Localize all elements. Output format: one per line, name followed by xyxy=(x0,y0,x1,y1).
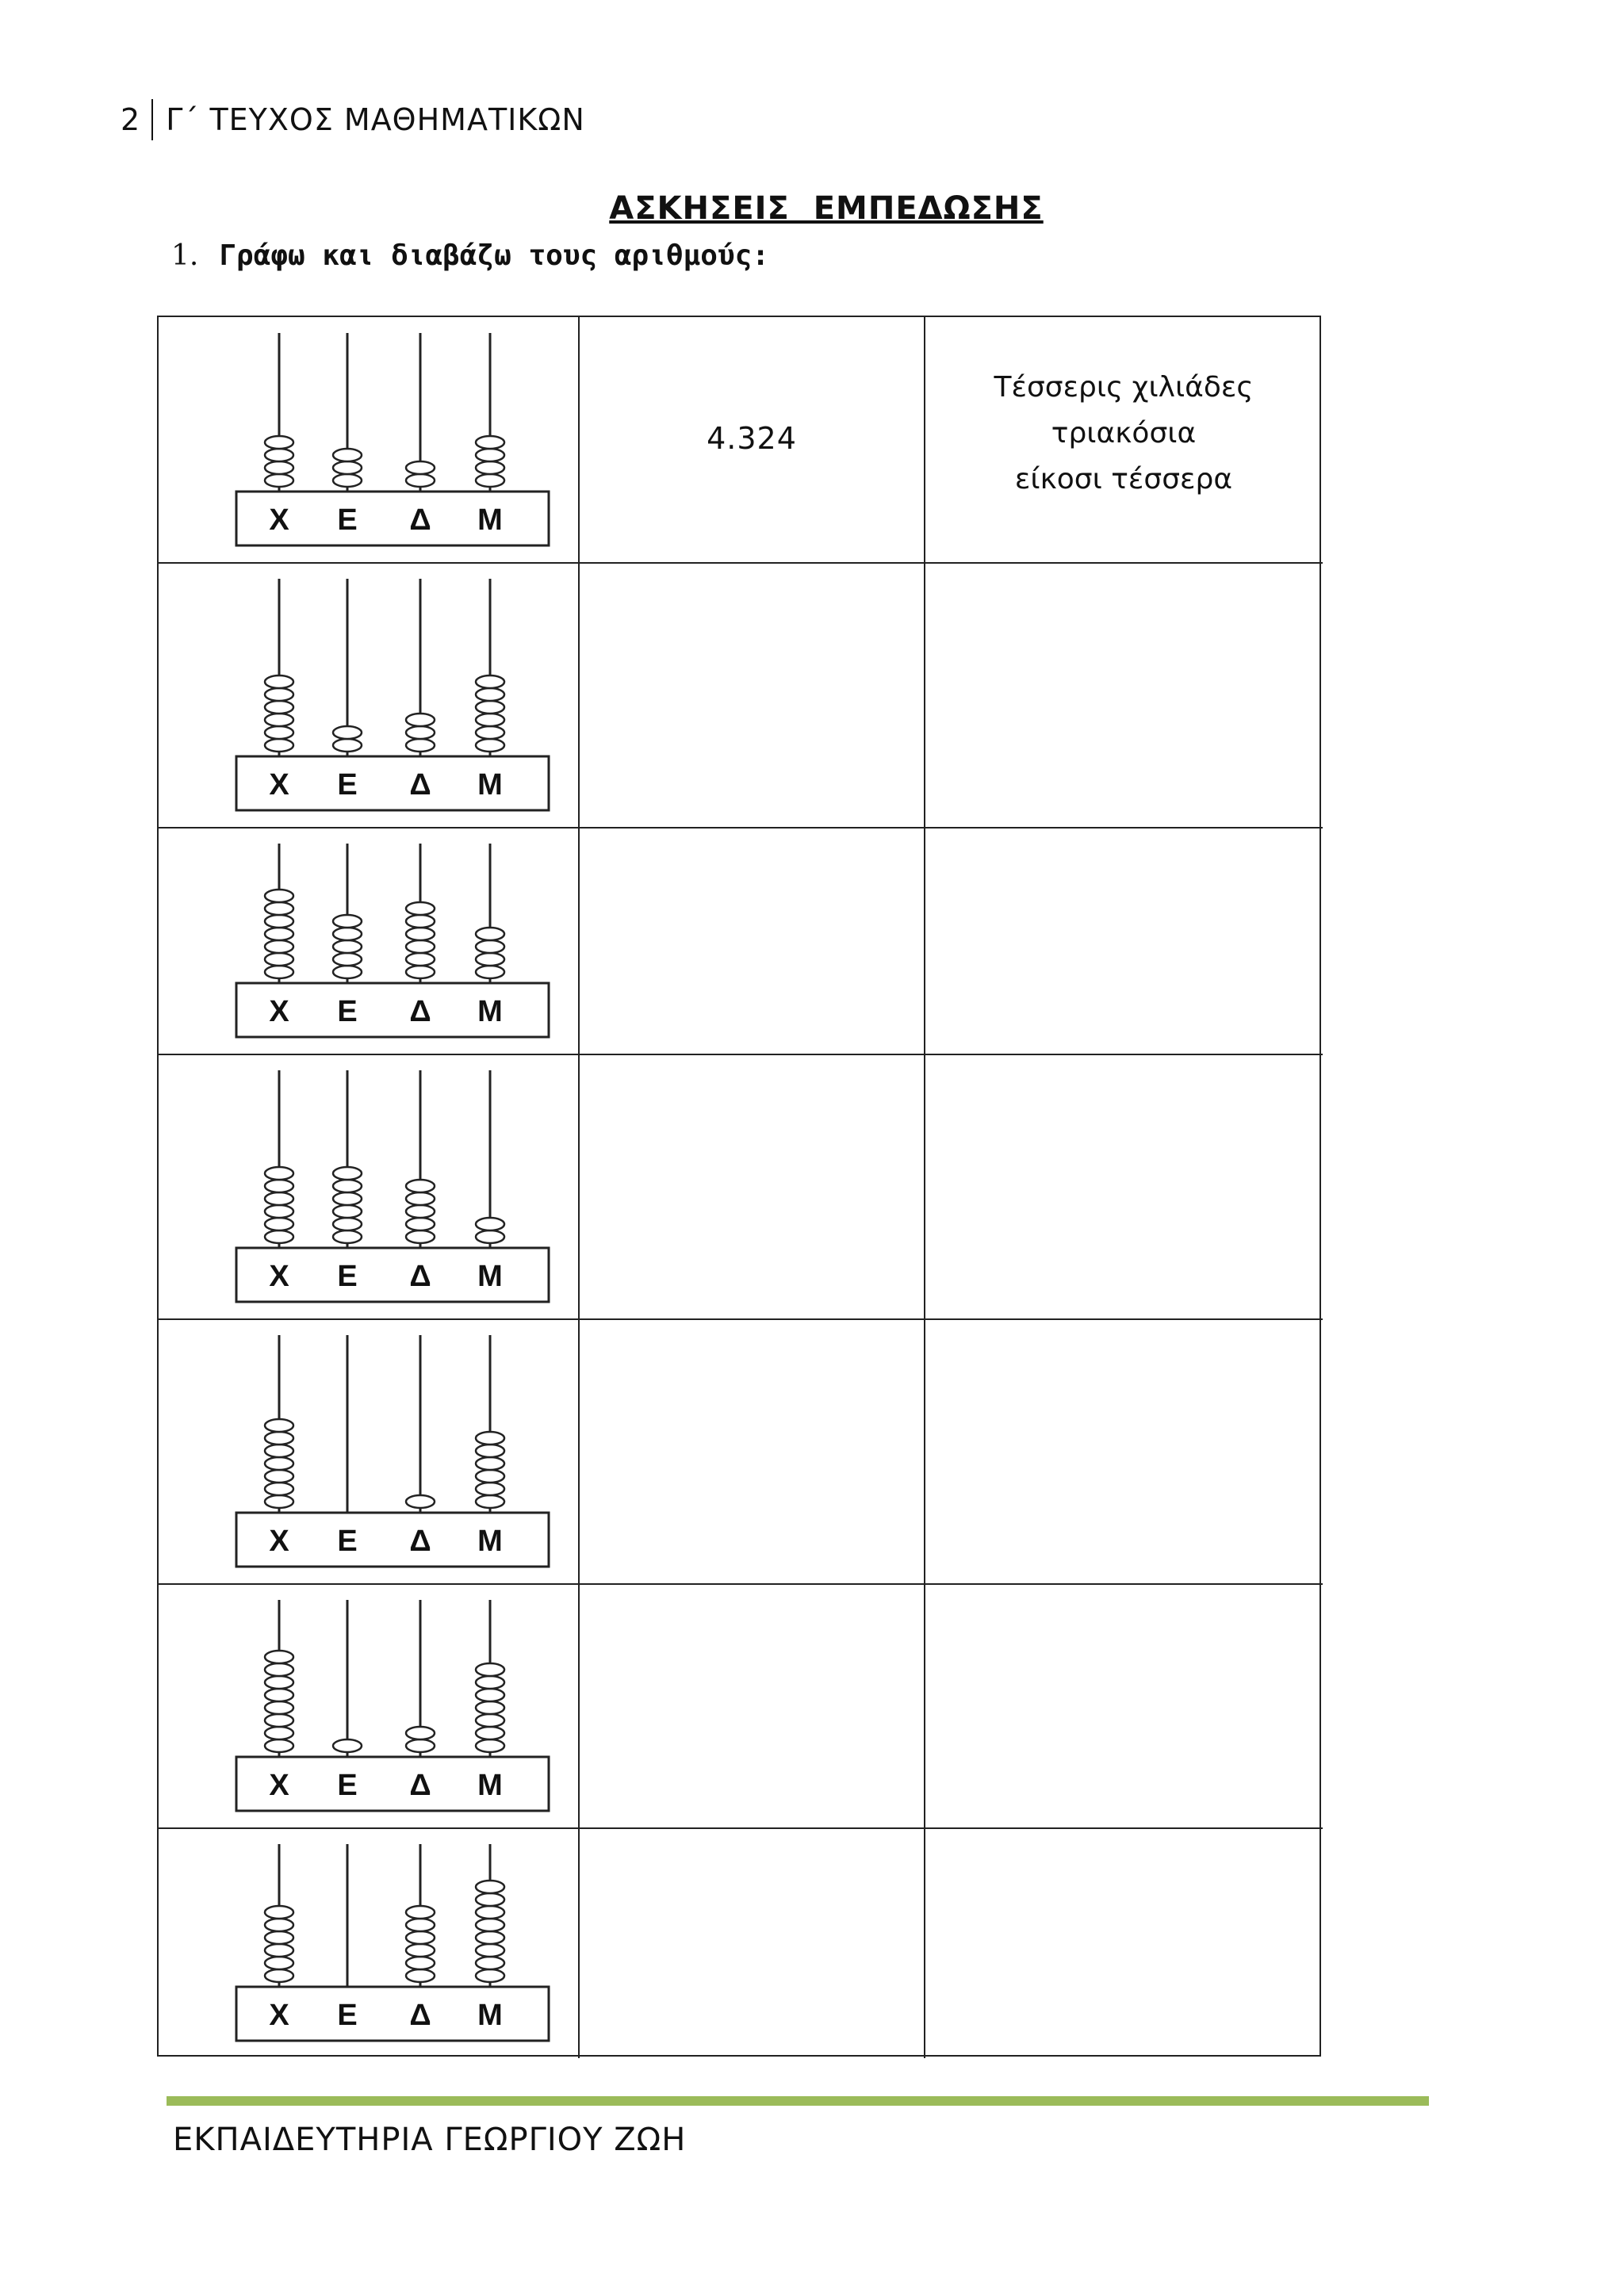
abacus-bead xyxy=(476,1944,504,1957)
abacus-bead xyxy=(476,1432,504,1445)
abacus-bead xyxy=(265,449,293,461)
abacus-bead xyxy=(406,1180,435,1192)
abacus-bead xyxy=(265,966,293,978)
abacus-bead xyxy=(476,953,504,966)
abacus-label: Δ xyxy=(409,768,431,802)
abacus-label: Ε xyxy=(337,995,358,1028)
abacus-label: Ε xyxy=(337,1769,358,1802)
abacus-bead xyxy=(406,1957,435,1969)
abacus-bead xyxy=(406,1218,435,1230)
abacus-bead xyxy=(476,1663,504,1676)
abacus-bead xyxy=(406,461,435,474)
abacus-bead xyxy=(406,1931,435,1944)
abacus-bead xyxy=(265,701,293,714)
abacus-bead xyxy=(476,675,504,688)
abacus-bead xyxy=(333,953,362,966)
abacus-bead xyxy=(476,1727,504,1739)
abacus-bead xyxy=(333,928,362,940)
abacus-label: Μ xyxy=(477,995,503,1028)
abacus-label: Δ xyxy=(409,1525,431,1558)
section-title: ΑΣΚΗΣΕΙΣ ΕΜΠΕΔΩΣΗΣ xyxy=(609,190,1044,227)
abacus-bead xyxy=(265,1919,293,1931)
abacus-bead xyxy=(476,1906,504,1919)
abacus-label: Ε xyxy=(337,503,358,537)
abacus-bead xyxy=(476,1457,504,1470)
abacus-bead xyxy=(265,1432,293,1445)
abacus-bead xyxy=(333,1218,362,1230)
abacus-bead xyxy=(265,1495,293,1508)
abacus-bead xyxy=(406,966,435,978)
abacus-bead xyxy=(333,1180,362,1192)
abacus-label: Δ xyxy=(409,1999,431,2032)
abacus-bead xyxy=(333,461,362,474)
abacus-bead xyxy=(265,1457,293,1470)
abacus-bead xyxy=(265,890,293,902)
abacus-bead xyxy=(406,1205,435,1218)
abacus-bead xyxy=(476,726,504,739)
abacus-bead xyxy=(406,1739,435,1752)
abacus-bead xyxy=(476,461,504,474)
abacus-bead xyxy=(476,1957,504,1969)
abacus-bead xyxy=(333,1739,362,1752)
abacus-bead xyxy=(476,1931,504,1944)
abacus-bead xyxy=(265,1445,293,1457)
abacus-bead xyxy=(265,1483,293,1495)
abacus-bead xyxy=(333,966,362,978)
abacus xyxy=(236,1844,549,2041)
number-cell: 4.324 xyxy=(707,421,797,456)
abacus-label: Δ xyxy=(409,503,431,537)
abacus-bead xyxy=(265,1218,293,1230)
abacus-bead xyxy=(406,726,435,739)
abacus-bead xyxy=(265,739,293,752)
abacus-bead xyxy=(265,1205,293,1218)
abacus-bead xyxy=(406,714,435,726)
abacus-bead xyxy=(265,1931,293,1944)
abacus-bead xyxy=(265,1957,293,1969)
abacus-bead xyxy=(406,1192,435,1205)
abacus-label: Ε xyxy=(337,1999,358,2032)
abacus-bead xyxy=(406,1495,435,1508)
abacus-bead xyxy=(476,1714,504,1727)
abacus-bead xyxy=(406,915,435,928)
abacus-bead xyxy=(406,940,435,953)
abacus-label: Ε xyxy=(337,1525,358,1558)
abacus-bead xyxy=(333,1167,362,1180)
abacus-bead xyxy=(265,915,293,928)
abacus-bead xyxy=(265,1969,293,1982)
words-line: είκοσι τέσσερα xyxy=(1014,463,1233,496)
abacus-label: Χ xyxy=(269,1769,289,1802)
abacus-bead xyxy=(476,474,504,487)
abacus-bead xyxy=(265,1167,293,1180)
abacus-label: Ε xyxy=(337,768,358,802)
abacus-bead xyxy=(476,739,504,752)
abacus-bead xyxy=(265,436,293,449)
exercise-text: Γράφω και διαβάζω τους αριθμούς: xyxy=(219,239,769,272)
table-grid xyxy=(159,317,1323,2058)
footer-text: ΕΚΠΑΙΔΕΥΤΗΡΙΑ ΓΕΩΡΓΙΟΥ ΖΩΗ xyxy=(173,2122,687,2158)
abacus-bead xyxy=(333,915,362,928)
exercise-number: 1. xyxy=(171,239,199,272)
abacus-bead xyxy=(265,928,293,940)
abacus-bead xyxy=(265,1689,293,1701)
abacus-bead xyxy=(265,688,293,701)
abacus xyxy=(236,1070,549,1302)
abacus-label: Μ xyxy=(477,503,503,537)
abacus-bead xyxy=(265,675,293,688)
abacus-bead xyxy=(265,953,293,966)
abacus-bead xyxy=(406,1919,435,1931)
abacus-bead xyxy=(265,1230,293,1243)
abacus-label: Χ xyxy=(269,1260,289,1293)
abacus xyxy=(236,333,549,545)
abacus-label: Μ xyxy=(477,1260,503,1293)
words-line: Τέσσερις χιλιάδες xyxy=(994,371,1254,404)
abacus-bead xyxy=(476,1739,504,1752)
abacus xyxy=(236,579,549,810)
abacus-bead xyxy=(476,449,504,461)
page-number: 2 xyxy=(121,102,141,137)
words-cell xyxy=(925,365,1323,503)
abacus xyxy=(236,1600,549,1811)
abacus-label: Χ xyxy=(269,1525,289,1558)
abacus-bead xyxy=(265,940,293,953)
page-header xyxy=(121,100,585,140)
abacus-bead xyxy=(476,940,504,953)
abacus-label: Μ xyxy=(477,1999,503,2032)
abacus-label: Δ xyxy=(409,1769,431,1802)
abacus-bead xyxy=(476,1701,504,1714)
abacus-label: Χ xyxy=(269,995,289,1028)
abacus-bead xyxy=(476,1969,504,1982)
abacus-bead xyxy=(265,1651,293,1663)
abacus-bead xyxy=(265,1419,293,1432)
abacus-bead xyxy=(406,474,435,487)
abacus-bead xyxy=(406,1944,435,1957)
abacus-bead xyxy=(265,1663,293,1676)
abacus-bead xyxy=(476,1445,504,1457)
abacus-bead xyxy=(406,739,435,752)
abacus-bead xyxy=(476,436,504,449)
abacus-bead xyxy=(333,739,362,752)
abacus-bead xyxy=(265,1180,293,1192)
abacus-bead xyxy=(265,461,293,474)
abacus-bead xyxy=(265,1701,293,1714)
abacus-bead xyxy=(265,1470,293,1483)
abacus-label: Μ xyxy=(477,1769,503,1802)
abacus-bead xyxy=(265,1906,293,1919)
abacus-label: Χ xyxy=(269,503,289,537)
abacus xyxy=(236,844,549,1037)
abacus-bead xyxy=(476,1881,504,1893)
abacus-bead xyxy=(476,1893,504,1906)
abacus-bead xyxy=(265,1944,293,1957)
abacus-bead xyxy=(333,1205,362,1218)
abacus-bead xyxy=(333,726,362,739)
abacus-bead xyxy=(476,966,504,978)
abacus-bead xyxy=(406,1906,435,1919)
exercise-table xyxy=(157,316,1321,2057)
document-title: Γ΄ ΤΕΥΧΟΣ ΜΑΘΗΜΑΤΙΚΩΝ xyxy=(166,102,585,137)
abacus-bead xyxy=(265,1676,293,1689)
abacus-bead xyxy=(333,449,362,461)
abacus-bead xyxy=(476,1230,504,1243)
abacus-bead xyxy=(333,1230,362,1243)
abacus-bead xyxy=(406,953,435,966)
abacus-bead xyxy=(265,1727,293,1739)
abacus xyxy=(236,1335,549,1567)
abacus-bead xyxy=(265,1739,293,1752)
words-line: τριακόσια xyxy=(1051,417,1197,450)
abacus-label: Δ xyxy=(409,1260,431,1293)
abacus-bead xyxy=(265,902,293,915)
abacus-bead xyxy=(476,701,504,714)
abacus-bead xyxy=(265,714,293,726)
abacus-bead xyxy=(406,1969,435,1982)
abacus-bead xyxy=(406,928,435,940)
abacus-bead xyxy=(476,928,504,940)
exercise-instruction xyxy=(171,239,769,272)
abacus-bead xyxy=(265,474,293,487)
header-divider xyxy=(151,99,153,140)
abacus-bead xyxy=(476,1218,504,1230)
abacus-bead xyxy=(476,688,504,701)
abacus-bead xyxy=(476,1495,504,1508)
abacus-label: Μ xyxy=(477,768,503,802)
abacus-label: Δ xyxy=(409,995,431,1028)
abacus-bead xyxy=(333,1192,362,1205)
abacus-label: Ε xyxy=(337,1260,358,1293)
abacus-label: Χ xyxy=(269,1999,289,2032)
abacus-bead xyxy=(476,1919,504,1931)
abacus-bead xyxy=(406,1230,435,1243)
abacus-bead xyxy=(333,474,362,487)
abacus-label: Χ xyxy=(269,768,289,802)
abacus-bead xyxy=(265,1714,293,1727)
footer-divider xyxy=(167,2096,1429,2106)
abacus-bead xyxy=(406,1727,435,1739)
abacus-label: Μ xyxy=(477,1525,503,1558)
abacus-bead xyxy=(406,902,435,915)
abacus-bead xyxy=(476,714,504,726)
abacus-bead xyxy=(476,1689,504,1701)
abacus-bead xyxy=(333,940,362,953)
abacus-bead xyxy=(476,1483,504,1495)
abacus-bead xyxy=(265,1192,293,1205)
abacus-bead xyxy=(476,1676,504,1689)
abacus-bead xyxy=(265,726,293,739)
abacus-bead xyxy=(476,1470,504,1483)
